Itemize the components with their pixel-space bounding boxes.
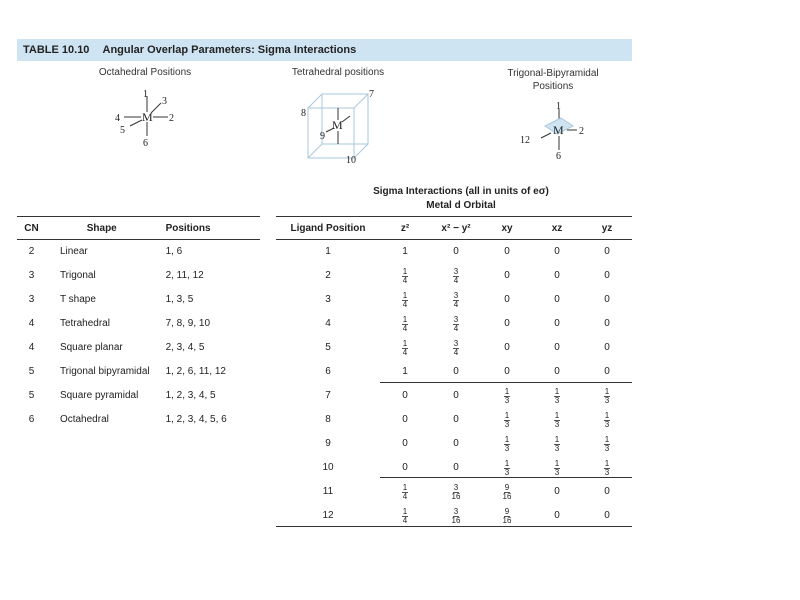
fraction: $\frac{3}{16}$	[451, 506, 461, 525]
fraction: $\frac{1}{4}$	[402, 506, 408, 525]
ligand-position-cell: 2	[325, 269, 331, 281]
header-yz: yz	[601, 222, 613, 234]
positions-cell: 2, 11, 12	[165, 269, 204, 281]
positions-cell: 7, 8, 9, 10	[165, 317, 211, 329]
xz-cell: 0	[554, 509, 560, 521]
octahedral-label: Octahedral Positions	[98, 67, 192, 78]
x2y2-cell	[430, 263, 482, 287]
tetrahedral-diagram	[298, 86, 388, 166]
table-row	[17, 383, 260, 407]
tet-metal: M	[332, 118, 343, 132]
z2-cell	[380, 263, 430, 287]
fraction: $\frac{1}{3}$	[604, 458, 610, 477]
ligand-position-cell: 11	[322, 485, 334, 497]
fraction: $\frac{1}{3}$	[504, 410, 510, 429]
table-row	[276, 311, 632, 335]
xy-cell: 0	[504, 365, 510, 377]
shape-cell: T shape	[59, 293, 96, 305]
xy-cell: 0	[504, 317, 510, 329]
ligand-position-cell: 9	[325, 437, 331, 449]
x2y2-cell: 0	[453, 413, 459, 425]
cn-cell: 6	[28, 413, 35, 425]
xy-cell	[482, 455, 532, 479]
fraction: $\frac{3}{4}$	[453, 338, 459, 357]
table-row	[17, 407, 260, 431]
tet-pos-7: 7	[369, 89, 374, 100]
yz-cell: 0	[604, 317, 610, 329]
cn-cell: 4	[28, 317, 35, 329]
z2-cell	[380, 479, 430, 503]
right-table-header-row	[276, 217, 632, 239]
table-row	[17, 239, 260, 263]
fraction: $\frac{1}{3}$	[604, 410, 610, 429]
left-table-header-row	[17, 217, 260, 239]
xz-cell	[532, 431, 582, 455]
header-shape: Shape	[86, 222, 117, 234]
shape-cell: Linear	[59, 245, 88, 257]
table-row	[276, 503, 632, 527]
xy-cell	[482, 407, 532, 431]
x2y2-cell	[430, 503, 482, 527]
cn-cell: 4	[28, 341, 35, 353]
oct-pos-1: 1	[143, 89, 148, 100]
positions-cell: 1, 6	[165, 245, 183, 257]
oct-metal: M	[142, 110, 153, 124]
fraction: $\frac{1}{3}$	[604, 434, 610, 453]
tbp-pos-6: 6	[556, 151, 561, 160]
tet-pos-10: 10	[346, 155, 356, 166]
x2y2-cell: 0	[453, 389, 459, 401]
fraction: $\frac{3}{4}$	[453, 266, 459, 285]
positions-cell: 1, 2, 6, 11, 12	[165, 365, 226, 377]
ligand-position-cell: 5	[325, 341, 331, 353]
fraction: $\frac{9}{16}$	[502, 506, 512, 525]
oct-pos-5: 5	[120, 125, 125, 136]
z2-cell: 1	[402, 245, 408, 257]
z2-cell: 0	[402, 461, 408, 473]
ligand-position-cell: 10	[322, 461, 334, 473]
table-row	[17, 359, 260, 383]
yz-cell: 0	[604, 365, 610, 377]
xz-cell: 0	[554, 485, 560, 497]
header-ligand-position: Ligand Position	[290, 222, 366, 234]
tbp-label-line2: Positions	[532, 81, 574, 92]
x2y2-cell	[430, 479, 482, 503]
xz-cell	[532, 383, 582, 407]
header-cn: CN	[24, 222, 39, 234]
shape-cell: Square planar	[59, 341, 123, 353]
table-row	[17, 287, 260, 311]
xy-cell	[482, 479, 532, 503]
xz-cell: 0	[554, 269, 560, 281]
table-number: TABLE 10.10	[23, 44, 90, 56]
x2y2-cell	[430, 311, 482, 335]
table-row	[276, 455, 632, 479]
cn-cell: 5	[28, 389, 35, 401]
yz-cell	[582, 407, 632, 431]
table-title: Angular Overlap Parameters: Sigma Interactions	[102, 44, 357, 56]
x2y2-cell	[430, 335, 482, 359]
xy-cell: 0	[504, 245, 510, 257]
ligand-position-cell: 8	[325, 413, 331, 425]
fraction: $\frac{1}{3}$	[504, 458, 510, 477]
table-row	[17, 335, 260, 359]
header-z2: z²	[400, 222, 410, 234]
z2-cell	[380, 335, 430, 359]
z2-cell: 0	[402, 437, 408, 449]
xy-cell	[482, 431, 532, 455]
fraction: $\frac{1}{3}$	[504, 386, 510, 405]
xz-cell	[532, 455, 582, 479]
table-row	[276, 335, 632, 359]
yz-cell: 0	[604, 245, 610, 257]
positions-cell: 2, 3, 4, 5	[165, 341, 205, 353]
fraction: $\frac{1}{3}$	[554, 434, 560, 453]
xy-cell	[482, 503, 532, 527]
positions-cell: 1, 2, 3, 4, 5, 6	[165, 413, 227, 425]
yz-cell: 0	[604, 269, 610, 281]
yz-cell	[582, 455, 632, 479]
tbp-pos-1: 1	[556, 101, 561, 112]
fraction: $\frac{1}{3}$	[554, 410, 560, 429]
xy-cell	[482, 383, 532, 407]
yz-cell: 0	[604, 293, 610, 305]
fraction: $\frac{1}{4}$	[402, 482, 408, 501]
tbp-metal: M	[553, 123, 564, 137]
header-positions: Positions	[165, 222, 211, 234]
header-xz: xz	[551, 222, 563, 234]
z2-cell	[380, 503, 430, 527]
table-row	[17, 263, 260, 287]
x2y2-cell	[430, 287, 482, 311]
fraction: $\frac{1}{3}$	[504, 434, 510, 453]
fraction: $\frac{1}{3}$	[554, 458, 560, 477]
tbp-label-line1: Trigonal-Bipyramidal	[507, 68, 599, 79]
shape-cell: Octahedral	[59, 413, 109, 425]
table-title-bar	[17, 39, 632, 61]
xy-cell: 0	[504, 293, 510, 305]
yz-cell	[582, 431, 632, 455]
tbp-pos-12: 12	[520, 135, 530, 146]
fraction: $\frac{3}{4}$	[453, 314, 459, 333]
shape-cell: Trigonal	[59, 269, 96, 281]
fraction: $\frac{9}{16}$	[502, 482, 512, 501]
xz-cell: 0	[554, 365, 560, 377]
xy-cell: 0	[504, 269, 510, 281]
oct-pos-6: 6	[143, 138, 148, 149]
tbp-diagram	[515, 100, 595, 160]
fraction: $\frac{1}{3}$	[604, 386, 610, 405]
sigma-heading-line2: Metal d Orbital	[426, 200, 496, 211]
z2-cell: 0	[402, 413, 408, 425]
fraction: $\frac{1}{4}$	[402, 338, 408, 357]
positions-cell: 1, 3, 5	[165, 293, 194, 305]
tetrahedral-label: Tetrahedral positions	[291, 67, 385, 78]
header-x2y2: x² − y²	[441, 222, 471, 234]
z2-cell	[380, 311, 430, 335]
z2-cell: 1	[402, 365, 408, 377]
yz-cell: 0	[604, 485, 610, 497]
positions-cell: 1, 2, 3, 4, 5	[165, 389, 216, 401]
cn-cell: 5	[28, 365, 35, 377]
xz-cell: 0	[554, 293, 560, 305]
oct-pos-4: 4	[115, 113, 120, 124]
fraction: $\frac{1}{4}$	[402, 266, 408, 285]
table-row	[276, 431, 632, 455]
shape-cell: Trigonal bipyramidal	[59, 365, 150, 377]
xz-cell: 0	[554, 245, 560, 257]
fraction: $\frac{3}{16}$	[451, 482, 461, 501]
left-table	[17, 217, 260, 431]
table-row	[276, 263, 632, 287]
ligand-position-cell: 12	[322, 509, 334, 521]
x2y2-cell: 0	[453, 245, 459, 257]
oct-pos-2: 2	[169, 113, 174, 124]
xz-cell: 0	[554, 317, 560, 329]
octahedral-diagram	[105, 88, 190, 150]
table-row	[276, 479, 632, 503]
yz-cell	[582, 383, 632, 407]
cn-cell: 2	[28, 245, 35, 257]
ligand-position-cell: 3	[325, 293, 331, 305]
oct-pos-3: 3	[162, 96, 167, 107]
tbp-pos-2: 2	[579, 126, 584, 137]
x2y2-cell: 0	[453, 461, 459, 473]
cn-cell: 3	[28, 293, 35, 305]
ligand-position-cell: 1	[325, 245, 331, 257]
tet-pos-9: 9	[320, 131, 325, 142]
ligand-position-cell: 7	[325, 389, 331, 401]
sigma-heading	[290, 185, 632, 213]
table-row	[276, 407, 632, 431]
shape-cell: Tetrahedral	[59, 317, 110, 329]
z2-cell	[380, 287, 430, 311]
tet-pos-8: 8	[301, 108, 306, 119]
yz-cell: 0	[604, 509, 610, 521]
x2y2-cell: 0	[453, 365, 459, 377]
xy-cell: 0	[504, 341, 510, 353]
ligand-position-cell: 4	[325, 317, 331, 329]
sigma-heading-line1: Sigma Interactions (all in units of eσ)	[373, 186, 549, 197]
header-xy: xy	[501, 222, 513, 234]
z2-cell: 0	[402, 389, 408, 401]
cn-cell: 3	[28, 269, 35, 281]
fraction: $\frac{1}{3}$	[554, 386, 560, 405]
table-row	[17, 311, 260, 335]
fraction: $\frac{1}{4}$	[402, 290, 408, 309]
fraction: $\frac{3}{4}$	[453, 290, 459, 309]
tbp-label	[488, 67, 618, 93]
right-table	[276, 217, 632, 527]
x2y2-cell: 0	[453, 437, 459, 449]
yz-cell: 0	[604, 341, 610, 353]
xz-cell: 0	[554, 341, 560, 353]
ligand-position-cell: 6	[325, 365, 331, 377]
table-row	[276, 287, 632, 311]
xz-cell	[532, 407, 582, 431]
table-row	[276, 359, 632, 383]
table-row	[276, 383, 632, 407]
table-row	[276, 239, 632, 263]
fraction: $\frac{1}{4}$	[402, 314, 408, 333]
shape-cell: Square pyramidal	[59, 389, 139, 401]
